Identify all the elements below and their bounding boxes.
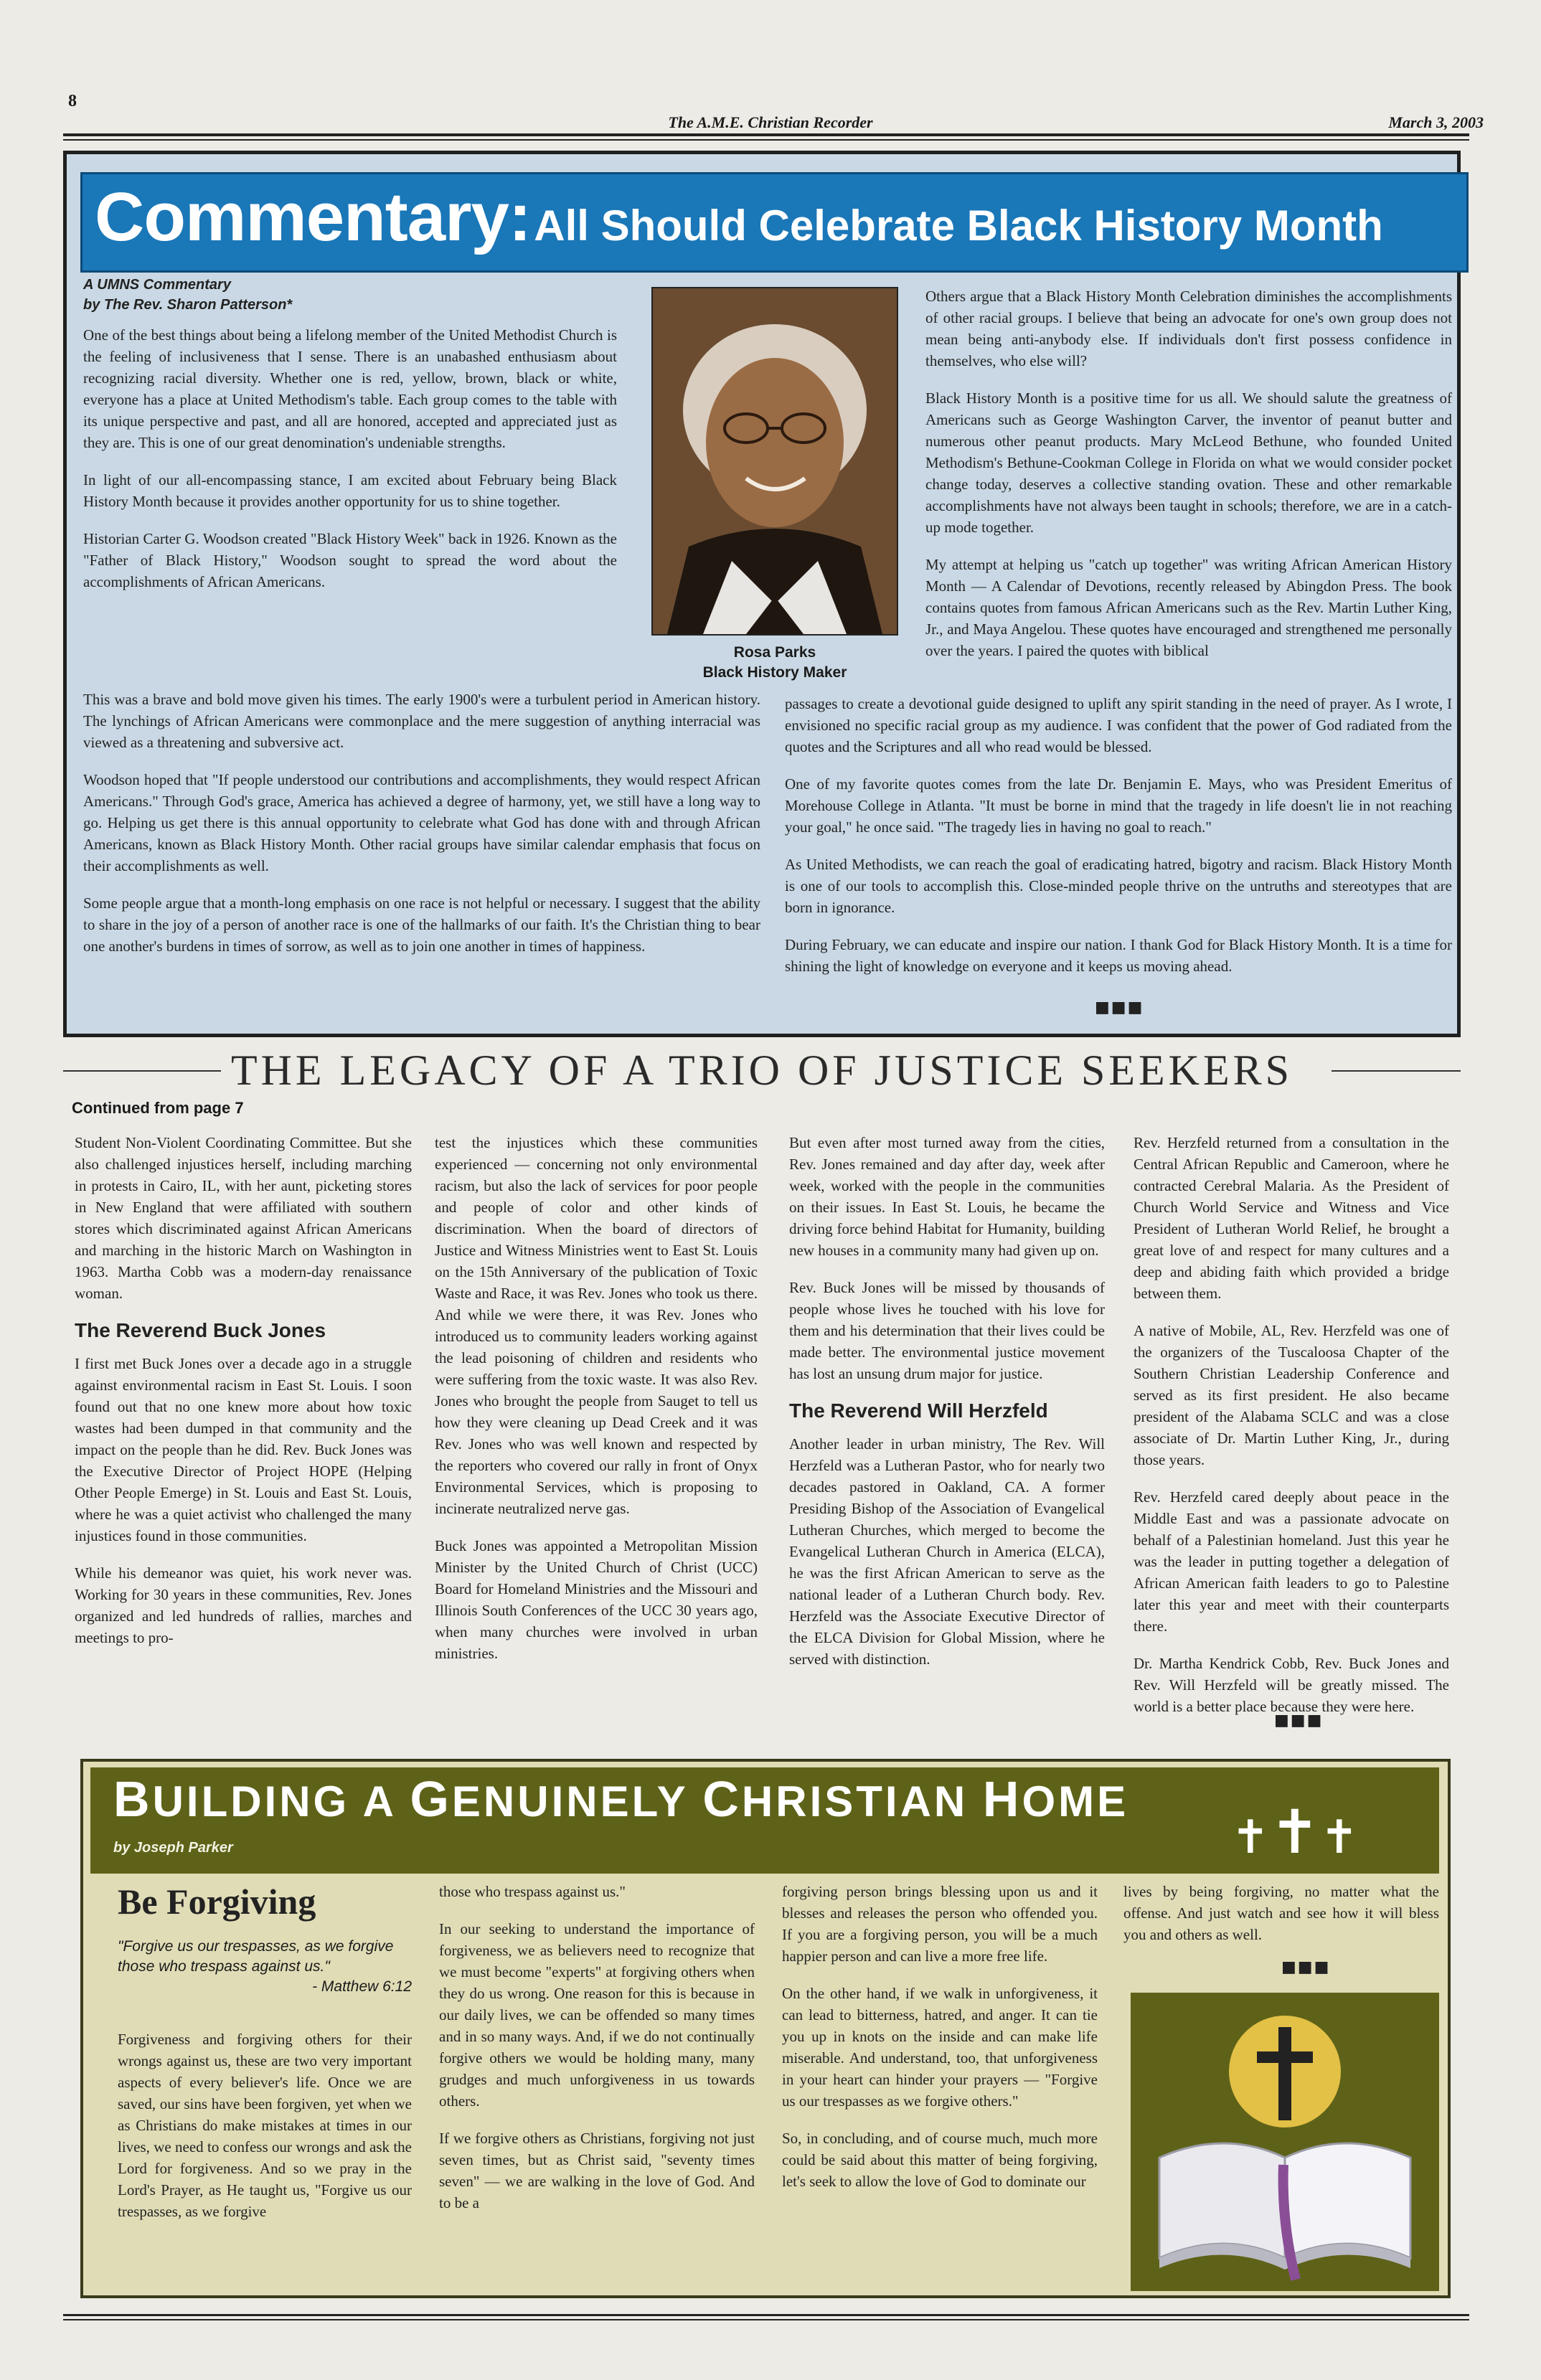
building-title (113, 1770, 1128, 1828)
photo-caption-title: Black History Maker (702, 664, 847, 681)
rosa-parks-photo (651, 287, 898, 636)
title-letter: C (702, 1771, 742, 1827)
building-column-1 (118, 2029, 412, 2238)
commentary-byline-1: A UMNS Commentary (83, 277, 231, 293)
paragraph: If we forgive others as Christians, forgiving not just seven times, but as Christ said, "seventy times seven" — we are walking in the love of God. And to be a (439, 2130, 755, 2211)
cross-icon: ✝ (1269, 1797, 1321, 1867)
header-rule-top (63, 133, 1469, 136)
commentary-right-column-top (925, 285, 1452, 677)
commentary-left-column-top (83, 324, 617, 608)
commentary-right-column-bottom (785, 693, 1452, 993)
legacy-column-3 (789, 1132, 1105, 1686)
paragraph: forgiving person brings blessing upon us and it blesses and releases the person who offended you. If you are a forgiving person, you will be a much happier person and can live a more free life. (782, 1883, 1098, 1965)
continued-from-note: Continued from page 7 (72, 1099, 244, 1117)
commentary-title-rest: All Should Celebrate Black History Month (534, 202, 1383, 250)
paragraph: passages to create a devotional guide designed to uplift any spirit standing in the need of prayer. As I wrote, I envisioned no specific racial group as my audience. I was confident that the power of God radiated from the quotes and the Scriptures and all who read would be blessed. (785, 695, 1452, 755)
paragraph: In light of our all-encompassing stance, I am excited about February being Black History Month because it provides another opportunity for us to shine together. (83, 471, 617, 510)
commentary-byline-2: by The Rev. Sharon Patterson* (83, 297, 293, 313)
paragraph: Forgiveness and forgiving others for their wrongs against us, these are two very important aspects of every believer's life. Once we are saved, our sins have been forgiven, yet when we as Christians do make mistakes at times in our lives, we need to confess our wrongs and ask the Lord for forgiveness. And so we pray in the Lord's Prayer, as He taught us, "Forgive us our trespasses, as we forgive (118, 2031, 412, 2220)
paragraph: Some people argue that a month-long emphasis on one race is not helpful or necessary. I suggest that the ability to share in the joy of a person of another race is one of the hallmarks of our faith. It's the Christian thing to bear one another's burdens in times of sorrow, as well as to join one another in times of happiness. (83, 894, 760, 955)
paragraph: Historian Carter G. Woodson created "Black History Week" back in 1926. Known as the "Father of Black History," Woodson sought to spread the word about the accomplishments of African Americans. (83, 530, 617, 590)
subheading-buck-jones: The Reverend Buck Jones (75, 1319, 326, 1341)
paragraph: So, in concluding, and of course much, much more could be said about this matter of being forgiving, let's seek to allow the love of God to dominate our (782, 2130, 1098, 2190)
paragraph: Black History Month is a positive time for us all. We should salute the greatness of Americans such as George Washington Carver, the inventor of peanut butter and numerous other peanut products. Mary McLeod Bethune, who founded United Methodism's Bethune-Cookman College in Florida on what we would consider pocket change today, deserves a collective standing ovation. These and other remarkable accomplishments have not always been taught in schools; therefore, we are in a catch-up mode together. (925, 389, 1452, 536)
paragraph: Woodson hoped that "If people understood our contributions and accomplishments, they would respect African Americans." Through God's grace, America has achieved a degree of harmony, yet, we still have a long way to go. Helping us get there is this annual opportunity to celebrate what God has done with and through African Americans, known as Black History Month. Other racial groups have similar calendar emphasis that focus on their accomplishments as well. (83, 771, 760, 874)
paragraph: Rev. Herzfeld returned from a consultation in the Central African Republic and Cameroon, where he contracted Cerebral Malaria. As the President of Church World Service and Witness and Vice President of Lutheran World Relief, he brought a great love of and respect for many cultures and a deep and abiding faith which provided a bridge between them. (1134, 1134, 1449, 1302)
page-number: 8 (68, 92, 77, 110)
footer-rule-bottom (63, 2319, 1469, 2320)
paragraph: Buck Jones was appointed a Metropolitan Mission Minister by the United Church of Christ (UCC) Board for Homeland Ministries and the Missouri and Illinois South Conferences of the UCC 30 years ago, when many churches were involved in urban ministries. (435, 1537, 758, 1662)
building-column-2 (439, 1881, 755, 2229)
legacy-column-2 (435, 1132, 758, 1680)
title-letter: H (982, 1771, 1022, 1827)
publication-name: The A.M.E. Christian Recorder (668, 113, 873, 131)
paragraph: But even after most turned away from the cities, Rev. Jones remained and day after day, week after week, worked with the people in the communities on their issues. In East St. Louis, he became the driving force behind Habitat for Humanity, building new houses in a community many had given up on. (789, 1134, 1105, 1259)
building-end-mark: ■■■ (1281, 1958, 1331, 1976)
photo-caption (651, 643, 898, 683)
title-part: OME (1022, 1777, 1129, 1826)
commentary-left-column-bottom (83, 689, 760, 973)
commentary-title (95, 178, 1383, 257)
paragraph: In our seeking to understand the importance of forgiveness, we as believers need to recognize that we must become "experts" at forgiving others when they do us wrong. One reason for this is because in our daily lives, we can be offended so many times and in so many ways. And, if we do not continually forgive others we would be holding many, many grudges and much unforgiveness in us towards others. (439, 1920, 755, 2110)
verse-text: "Forgive us our trespasses, as we forgive those who trespass against us." (118, 1938, 394, 1975)
legacy-column-4 (1134, 1132, 1449, 1733)
title-part: HRISTIAN (741, 1777, 983, 1826)
paragraph: lives by being forgiving, no matter what the offense. And just watch and see how it will bless you and others as well. (1123, 1883, 1439, 1943)
building-byline: by Joseph Parker (113, 1840, 233, 1856)
paragraph: test the injustices which these communities experienced — concerning not only environmental racism, but also the lack of services for poor people and people of color and other kinds of discrimination. When the board of directors of Justice and Witness Ministries went to East St. Louis on the 15th Anniversary of the publication of Toxic Waste and Race, it was Rev. Jones who took us there. And while we were there, it was Rev. Jones who introduced us to community leaders working against the lead poisoning of children and residents who were suffering from the toxic waste. It was also Rev. Jones who brought the people from Sauget to tell us how they were cleaning up Dead Creek and it was Rev. Jones who was well known and respected by the reporters who covered our rally in front of Onyx Environmental Services, which is proposing to incinerate neutralized nerve gas. (435, 1134, 758, 1517)
paragraph: On the other hand, if we walk in unforgiveness, it can lead to bitterness, hatred, and anger. It can tie you up in knots on the inside and can make life miserable. And understand, too, that unforgiveness in your heart can hinder your prayers — "Forgive us our trespasses as we forgive others." (782, 1985, 1098, 2110)
commentary-end-mark: ■■■ (1095, 998, 1144, 1016)
bible-cross-illustration (1131, 1993, 1439, 2291)
paragraph: those who trespass against us." (439, 1883, 626, 1900)
footer-rule-top (63, 2314, 1469, 2316)
paragraph: Others argue that a Black History Month Celebration diminishes the accomplishments of other racial groups. I believe that being an advocate for one's own group does not mean being anti-anybody else. If individuals don't first possess confidence in themselves, who else will? (925, 288, 1452, 369)
cross-icons (1231, 1797, 1359, 1867)
paragraph: Rev. Buck Jones will be missed by thousands of people whose lives he touched with his love for them and his determination that their lives could be made better. The environmental justice movement has lost an unsung drum major for justice. (789, 1279, 1105, 1382)
legacy-column-1 (75, 1132, 412, 1664)
paragraph: Dr. Martha Kendrick Cobb, Rev. Buck Jones and Rev. Will Herzfeld will be greatly missed. The world is a better place because they were here. (1134, 1655, 1449, 1715)
portrait-illustration (653, 288, 897, 634)
commentary-title-main: Commentary: (95, 179, 531, 255)
bible-cross-icon (1131, 1993, 1439, 2291)
paragraph: I first met Buck Jones over a decade ago in a struggle against environmental racism in East St. Louis. I soon found out that no one knew more about how toxic wastes had been dumped in that community and the impact on the people than he did. Rev. Buck Jones was the Executive Director of Project HOPE (Helping Other People Emerge) in St. Louis and East St. Louis, where he was a quiet activist who challenged the many injustices found in those communities. (75, 1355, 412, 1544)
paragraph: Another leader in urban ministry, The Rev. Will Herzfeld was a Lutheran Pastor, who for nearly two decades pastored in Oakland, CA. A former Presiding Bishop of the Association of Evangelical Lutheran Churches, which merged to become the Evangelical Lutheran Church in America (ELCA), he was the first African American to serve as the national leader of a Lutheran Church body. Rev. Herzfeld was the Associate Executive Director of the ELCA Division for Global Mission, where he served with distinction. (789, 1435, 1105, 1668)
paragraph: This was a brave and bold move given his times. The early 1900's were a turbulent period in American history. The lynchings of African Americans were commonplace and the mere suggestion of anything interracial was viewed as a threatening and subversive act. (83, 691, 760, 751)
subheading-will-herzfeld: The Reverend Will Herzfeld (789, 1399, 1048, 1422)
paragraph: A native of Mobile, AL, Rev. Herzfeld was one of the organizers of the Tuscaloosa Chapter of the Southern Christian Leadership Conference and served as its first president. He also became president of the Alabama SCLC and was a close associate of Dr. Martin Luther King, Jr., during those years. (1134, 1322, 1449, 1468)
cross-icon: ✝ (1320, 1811, 1359, 1864)
title-part: UILDING A (152, 1777, 410, 1826)
title-letter: B (113, 1771, 153, 1827)
paragraph: My attempt at helping us "catch up together" was writing African American History Month — A Calendar of Devotions, recently released by Abingdon Press. The book contains quotes from famous African Americans such as the Rev. Martin Luther King, Jr., and Maya Angelou. These quotes have encouraged and strengthened me personally over the years. I paired the quotes with biblical (925, 556, 1452, 659)
be-forgiving-heading: Be Forgiving (118, 1881, 316, 1922)
building-column-4 (1123, 1881, 1439, 1961)
header-rule-bottom (63, 139, 1469, 141)
cross-icon: ✝ (1231, 1811, 1270, 1864)
paragraph: Student Non-Violent Coordinating Committee. But she also challenged injustices herself, including marching in protests in Cairo, IL, with her aunt, picketing stores in New England that were affiliated with southern stores which discriminated against African Americans and marching in the historic March on Washington in 1963. Martha Cobb was a modern-day renaissance woman. (75, 1134, 412, 1302)
paragraph: As United Methodists, we can reach the goal of eradicating hatred, bigotry and racism. Black History Month is one of our tools to accomplish this. Close-minded people thrive on the untruths and stereotypes that are born in ignorance. (785, 856, 1452, 916)
verse-reference: - Matthew 6:12 (312, 1978, 412, 1995)
paragraph: During February, we can educate and inspire our nation. I thank God for Black History Month. It is a time for shining the light of knowledge on everyone and it keeps us moving ahead. (785, 936, 1452, 975)
paragraph: One of the best things about being a lifelong member of the United Methodist Church is the feeling of inclusiveness that I sense. There is an unabashed enthusiasm about recognizing racial diversity. Whether one is red, yellow, brown, black or white, everyone has a place at United Methodism's table. Each group comes to the table with its unique perspective and past, and all are honored, accepted and appreciated just as they are. This is one of our great denomination's undeniable strengths. (83, 326, 617, 451)
legacy-end-mark: ■■■ (1274, 1711, 1324, 1729)
title-part: ENUINELY (451, 1777, 703, 1826)
paragraph: Rev. Herzfeld cared deeply about peace in the Middle East and was a passionate advocate on behalf of a Palestinian homeland. Just this year he was the leader in putting together a delegation of African American faith leaders to go to Palestine later this year and meet with their counterparts there. (1134, 1488, 1449, 1635)
legacy-headline: THE LEGACY OF A TRIO OF JUSTICE SEEKERS (230, 1047, 1293, 1094)
scripture-verse (118, 1937, 412, 1997)
building-column-3 (782, 1881, 1098, 2208)
paragraph: One of my favorite quotes comes from the late Dr. Benjamin E. Mays, who was President Emeritus of Morehouse College in Atlanta. "It must be borne in mind that the tragedy in life doesn't lie in not reaching your goal," he once said. "The tragedy lies in having no goal to reach." (785, 775, 1452, 836)
photo-caption-name: Rosa Parks (733, 644, 816, 661)
legacy-headline-row (63, 1046, 1461, 1096)
title-letter: G (410, 1771, 452, 1827)
paragraph: While his demeanor was quiet, his work never was. Working for 30 years in these communities, Rev. Jones organized and led hundreds of rallies, marches and meetings to pro- (75, 1564, 412, 1646)
issue-date: March 3, 2003 (1388, 113, 1484, 131)
